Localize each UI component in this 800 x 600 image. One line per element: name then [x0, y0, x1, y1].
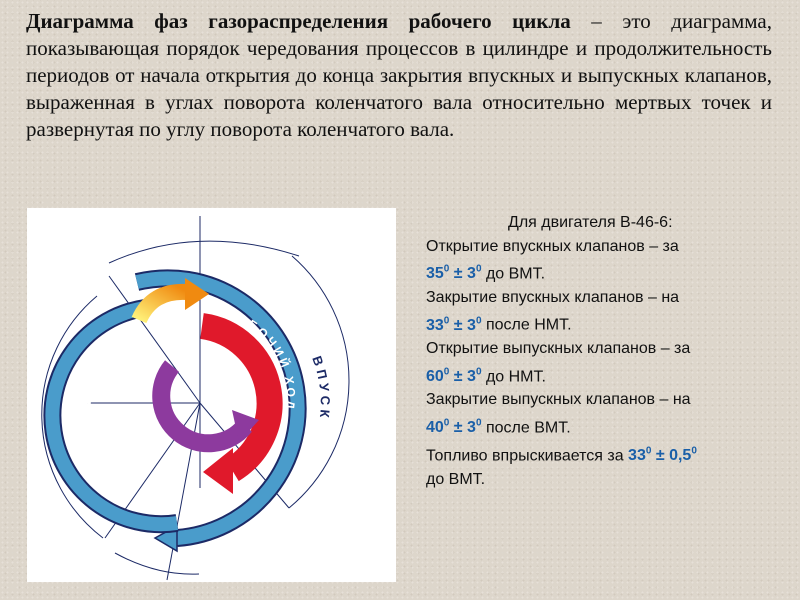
title-bold: Диаграмма фаз газораспределения рабочего цикла	[26, 9, 571, 33]
info-heading: Для двигателя В-46-6:	[508, 214, 673, 231]
title-rest: – это диаграмма, показывающая порядок чередования процессов в цилиндре и продолжительность периодов от начала открытия до конца закрытия впускных и выпускных клапанов, выраженная в углах поворота коленчатого вала относительно мертвых точек и развернутая по углу поворота коленчатого вала.	[26, 9, 772, 141]
info-item-tail: после НМТ.	[481, 316, 572, 334]
info-item	[426, 388, 776, 439]
fuel-text: Топливо впрыскивается за	[426, 447, 629, 465]
info-item	[426, 337, 776, 388]
arc-label-exhaust: ВЫПУСК	[111, 404, 158, 457]
arc-label-compression: СЖАТИЕ	[78, 366, 101, 452]
info-item-text: Закрытие впускных клапанов – на	[426, 288, 680, 306]
diagram-svg	[27, 208, 396, 582]
bottom-angle-arc	[115, 553, 199, 574]
info-item-value: $40^0 \pm 3^0$	[426, 417, 482, 437]
info-item-text: Открытие выпускных клапанов – за	[426, 340, 691, 358]
info-item-value: $35^0 \pm 3^0$	[426, 264, 482, 283]
info-item	[426, 286, 776, 337]
info-item-value: $60^0 \pm 3^0$	[426, 366, 482, 385]
engine-info	[426, 211, 776, 491]
top-angle-arc	[109, 241, 299, 263]
fuel-value: $33^0 \pm 0,5^0$	[628, 445, 697, 465]
arc-label-intake: ВПУСК	[309, 354, 333, 423]
info-item-text: Закрытие выпускных клапанов – на	[426, 391, 691, 409]
power-stroke-arrowhead	[203, 448, 233, 494]
valve-timing-diagram	[27, 208, 396, 582]
slide-title	[26, 8, 772, 143]
injection-arrow	[139, 292, 187, 320]
arc-label-power: РАБОЧИЙ ХОД	[226, 307, 298, 413]
info-item-tail: до НМТ.	[481, 367, 546, 385]
info-item-text: Открытие впускных клапанов – за	[426, 237, 679, 255]
info-item	[426, 235, 776, 286]
info-fuel	[426, 440, 776, 491]
info-item-tail: после ВМТ.	[481, 419, 571, 437]
exhaust-ring	[161, 366, 245, 443]
info-item-tail: до ВМТ.	[481, 265, 546, 283]
info-item-value: $33^0 \pm 3^0$	[426, 315, 482, 334]
fuel-tail: до ВМТ.	[426, 470, 486, 488]
